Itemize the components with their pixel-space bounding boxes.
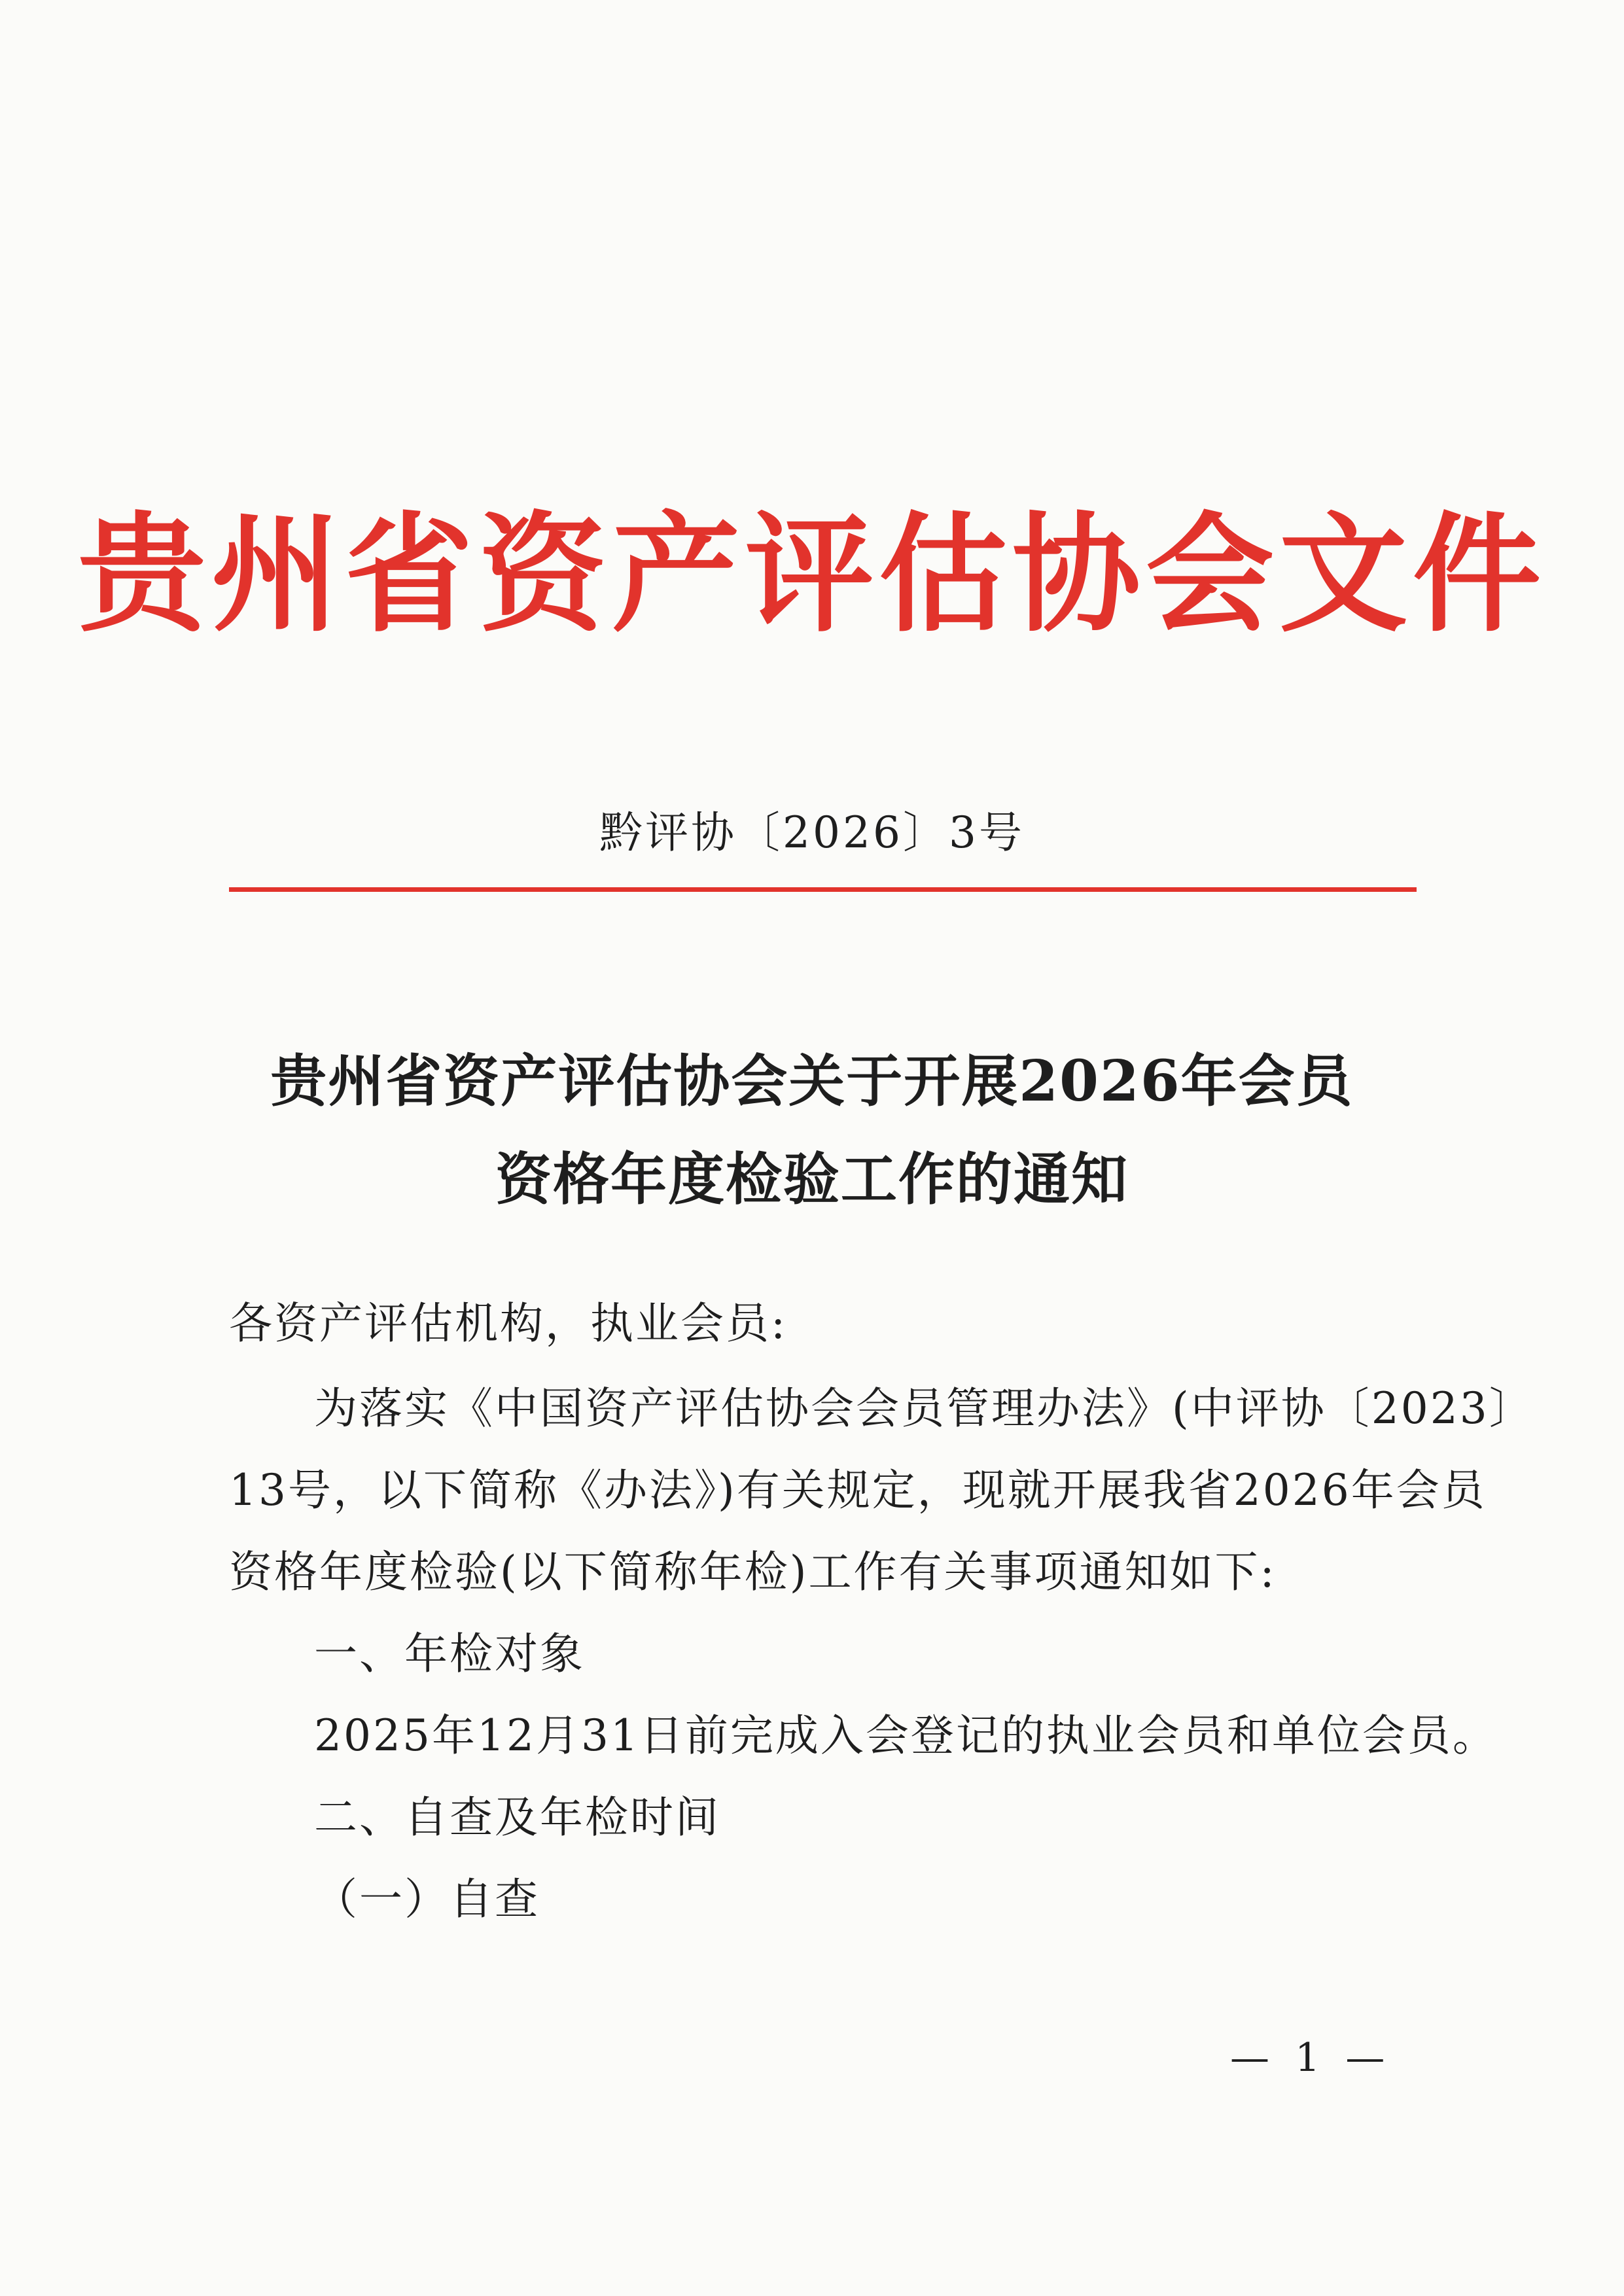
page-number: — 1 — xyxy=(1230,2035,1392,2081)
intro-line-2: 13号，以下简称《办法》)有关规定，现就开展我省2026年会员 xyxy=(229,1465,1487,1515)
section-1-body: 2025年12月31日前完成入会登记的执业会员和单位会员。 xyxy=(314,1710,1498,1761)
section-2-sub-1: （一）自查 xyxy=(314,1874,540,1924)
section-1-heading: 一、年检对象 xyxy=(314,1629,585,1679)
notice-title-line-1: 贵州省资产评估协会关于开展2026年会员 xyxy=(270,1048,1354,1114)
document-masthead: 贵州省资产评估协会文件 xyxy=(77,499,1546,650)
section-2-heading: 二、自查及年检时间 xyxy=(314,1792,720,1843)
salutation: 各资产评估机构，执业会员: xyxy=(229,1298,788,1349)
red-divider xyxy=(229,887,1417,892)
document-number: 黔评协〔2026〕3号 xyxy=(599,807,1025,858)
intro-line-1: 为落实《中国资产评估协会会员管理办法》(中评协〔2023〕 xyxy=(314,1383,1534,1434)
intro-line-3: 资格年度检验(以下简称年检)工作有关事项通知如下: xyxy=(229,1547,1277,1597)
notice-title-line-2: 资格年度检验工作的通知 xyxy=(495,1146,1129,1212)
